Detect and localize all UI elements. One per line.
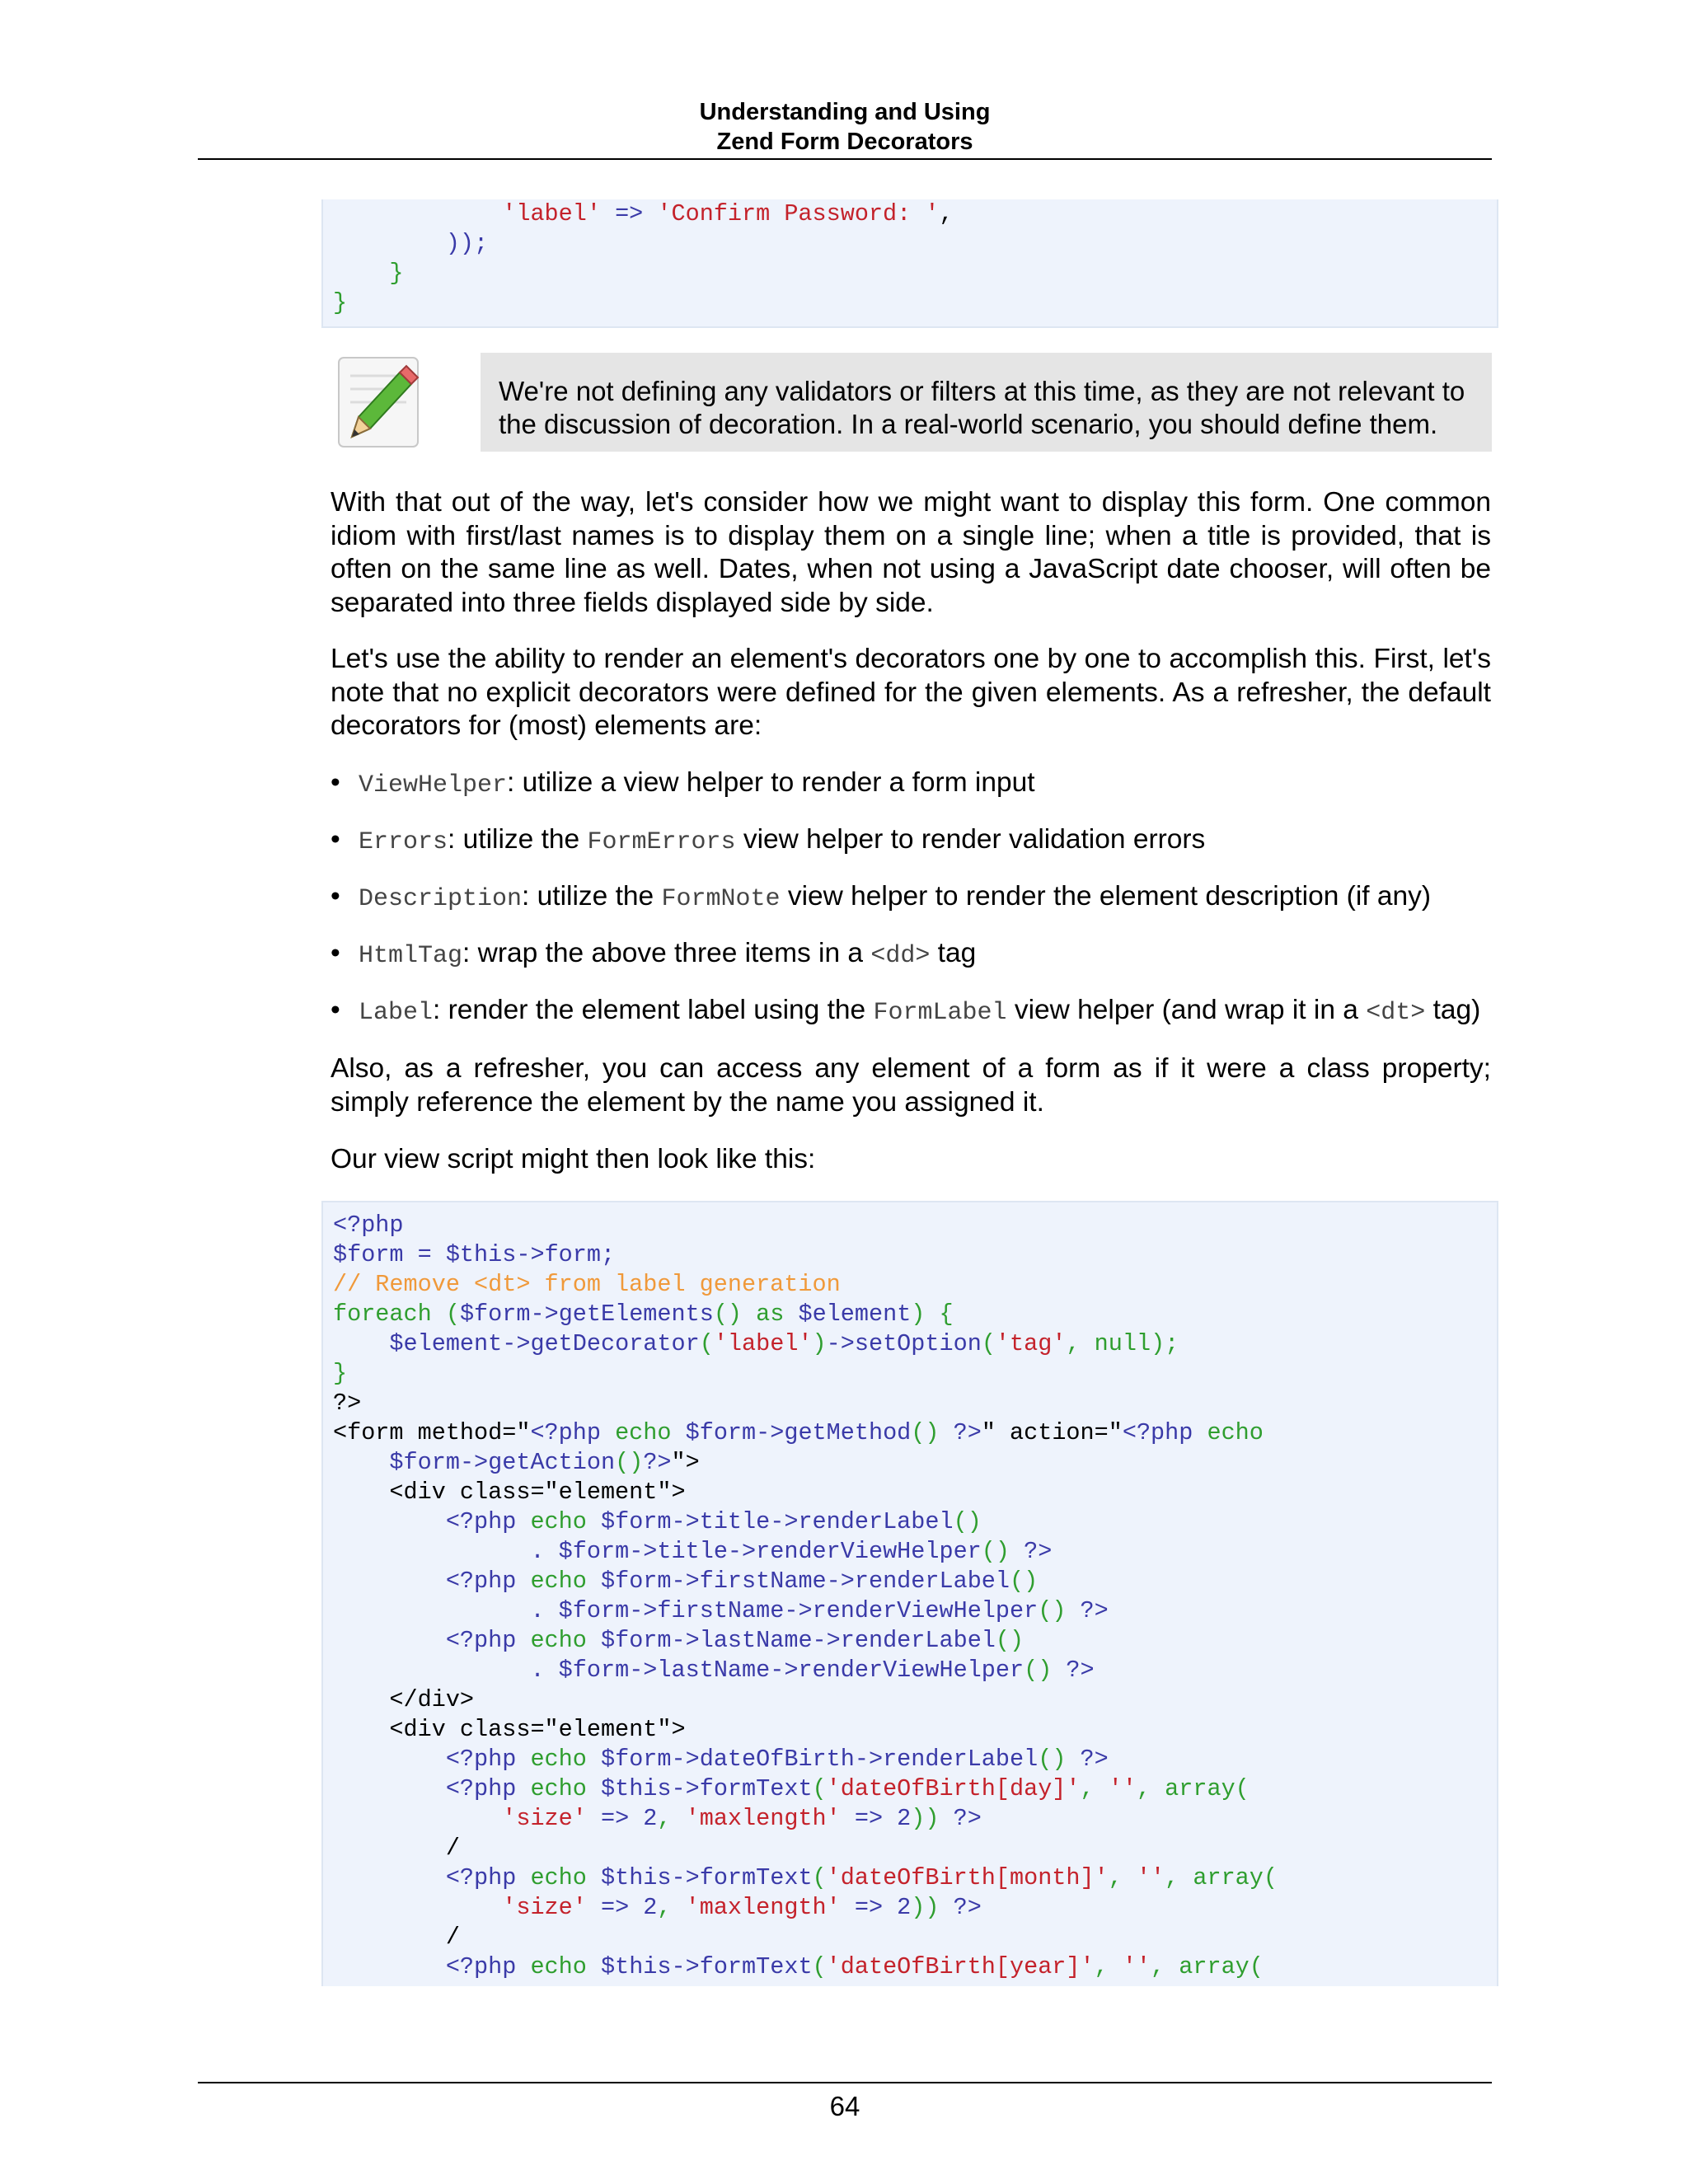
- note-box: [481, 353, 1492, 452]
- code-token: (: [812, 1864, 827, 1891]
- code-line: [323, 199, 1497, 229]
- code-token: ->: [629, 1597, 658, 1624]
- code-line: [323, 1596, 1497, 1626]
- code-token: [587, 1508, 601, 1535]
- code-token: (: [812, 1953, 827, 1980]
- code-token: [333, 1508, 446, 1535]
- code-line: [323, 1834, 1497, 1863]
- code-token: $form: [459, 1301, 531, 1328]
- code-line: [323, 1240, 1497, 1270]
- code-token: [333, 1597, 530, 1624]
- code-token: [516, 1568, 530, 1595]
- code-token: (): [995, 1627, 1025, 1654]
- decorator-name: ViewHelper: [359, 771, 508, 799]
- code-token: ->: [854, 1746, 884, 1773]
- code-line: [323, 1656, 1497, 1685]
- inline-code: FormErrors: [587, 828, 736, 856]
- code-token: $form: [600, 1568, 672, 1595]
- list-item: [331, 994, 1501, 1029]
- code-token: getMethod: [784, 1419, 912, 1446]
- code-line: [323, 229, 1497, 259]
- code-token: ->: [826, 1568, 855, 1595]
- code-token: =>: [840, 1894, 898, 1921]
- code-token: <form method=": [333, 1419, 531, 1446]
- code-token: echo: [530, 1864, 587, 1891]
- code-token: $this: [600, 1953, 672, 1980]
- code-token: =>: [615, 200, 644, 227]
- code-token: echo: [1207, 1419, 1264, 1446]
- code-token: ));: [445, 230, 489, 257]
- code-token: ?>: [953, 1419, 982, 1446]
- code-token: renderLabel: [883, 1746, 1039, 1773]
- code-token: 'dateOfBirth[day]': [826, 1775, 1081, 1802]
- code-token: [333, 200, 502, 227]
- code-token: ->: [629, 1657, 658, 1684]
- bullet-glyph: •: [331, 938, 340, 968]
- code-token: ): [812, 1330, 827, 1357]
- list-item-text: : render the element label using the: [433, 995, 874, 1025]
- code-token: ?>: [1024, 1538, 1053, 1565]
- code-line: [323, 1626, 1497, 1656]
- header-rule: [198, 158, 1492, 160]
- code-token: [516, 1508, 530, 1535]
- code-line: [323, 1952, 1497, 1982]
- page-header: [198, 97, 1492, 157]
- code-token: (): [953, 1508, 982, 1535]
- code-line: [323, 1300, 1497, 1329]
- code-token: ?>: [953, 1894, 982, 1921]
- code-token: ,: [1080, 1775, 1109, 1802]
- code-token: [333, 230, 446, 257]
- code-token: 'maxlength': [685, 1805, 841, 1832]
- code-token: $form: [685, 1419, 757, 1446]
- code-token: [587, 1568, 601, 1595]
- list-item-text: : utilize the: [522, 881, 662, 912]
- header-title-line2: Zend Form Decorators: [716, 129, 973, 155]
- code-token: (: [699, 1330, 714, 1357]
- code-token: ?>: [953, 1805, 982, 1832]
- code-token: (: [812, 1775, 827, 1802]
- code-token: ?>: [1066, 1657, 1095, 1684]
- code-token: .: [530, 1657, 559, 1684]
- code-token: ,: [939, 200, 954, 227]
- page-number: 64: [829, 2091, 860, 2121]
- code-token: 'tag': [995, 1330, 1067, 1357]
- code-token: [516, 1627, 530, 1654]
- code-token: ,: [1066, 1330, 1095, 1357]
- code-token: ->: [756, 1419, 785, 1446]
- code-token: $form: [558, 1538, 630, 1565]
- code-token: lastName: [657, 1657, 771, 1684]
- code-token: " action=": [981, 1419, 1123, 1446]
- code-token: (): [615, 1449, 644, 1476]
- code-token: '': [1122, 1953, 1151, 1980]
- code-token: ->: [502, 1330, 531, 1357]
- list-item-text: view helper (and wrap it in a: [1006, 995, 1367, 1025]
- code-token: ->: [671, 1508, 700, 1535]
- code-line: [323, 1893, 1497, 1923]
- code-token: [333, 1805, 502, 1832]
- code-token: renderViewHelper: [756, 1538, 982, 1565]
- code-token: [601, 200, 615, 227]
- code-token: }: [333, 289, 348, 316]
- code-token: [516, 1953, 530, 1980]
- code-token: =>: [840, 1805, 898, 1832]
- code-token: 'dateOfBirth[month]': [826, 1864, 1109, 1891]
- code-token: ,: [1094, 1953, 1123, 1980]
- code-token: $element: [798, 1301, 912, 1328]
- code-token: [333, 1894, 502, 1921]
- code-token: }: [333, 1360, 348, 1387]
- code-token: [587, 1627, 601, 1654]
- note: [334, 353, 1492, 453]
- code-token: <?php: [445, 1953, 517, 1980]
- code-token: $form: [600, 1746, 672, 1773]
- paragraph-2: Let's use the ability to render an element's decorators one by one to accomplish this. First, let's note that no explicit decorators were defined for the given elements. As a refresher, the default decorators for (most) elements are:: [331, 644, 1491, 741]
- code-token: [333, 1746, 446, 1773]
- code-token: $form: [333, 1241, 404, 1268]
- code-token: <div class="element">: [333, 1479, 686, 1506]
- code-token: array(: [1165, 1775, 1250, 1802]
- code-token: 'size': [502, 1894, 587, 1921]
- code-block-view-script: [321, 1201, 1498, 1986]
- code-token: ->: [516, 1241, 545, 1268]
- list-item-text: view helper to render the element description (if any): [780, 881, 1432, 912]
- code-token: renderLabel: [840, 1627, 996, 1654]
- code-token: echo: [530, 1627, 587, 1654]
- code-line: [323, 1418, 1497, 1448]
- code-token: /: [333, 1924, 460, 1951]
- code-token: <?php: [445, 1864, 517, 1891]
- code-token: <div class="element">: [333, 1716, 686, 1743]
- list-item: [331, 766, 1501, 802]
- code-line: [323, 1389, 1497, 1418]
- code-token: ->: [530, 1301, 559, 1328]
- code-token: echo: [530, 1568, 587, 1595]
- code-line: [323, 1329, 1497, 1359]
- code-line: [323, 1359, 1497, 1389]
- code-token: =: [403, 1241, 446, 1268]
- code-token: ,: [1108, 1864, 1137, 1891]
- code-line: [323, 1537, 1497, 1567]
- inline-code: FormNote: [661, 885, 781, 913]
- code-token: [516, 1775, 530, 1802]
- code-token: [333, 1568, 446, 1595]
- code-token: $element: [389, 1330, 503, 1357]
- code-token: ->: [671, 1953, 700, 1980]
- code-token: 'dateOfBirth[year]': [826, 1953, 1095, 1980]
- code-token: ->: [671, 1746, 700, 1773]
- code-token: [1193, 1419, 1207, 1446]
- code-token: <?php: [445, 1627, 517, 1654]
- code-token: =>: [586, 1805, 644, 1832]
- footer-rule: [198, 2082, 1492, 2083]
- code-token: formText: [699, 1775, 813, 1802]
- code-token: [333, 1627, 446, 1654]
- code-line: [323, 1507, 1497, 1537]
- code-token: 'label': [713, 1330, 813, 1357]
- code-token: [333, 1775, 446, 1802]
- code-token: (): [911, 1419, 954, 1446]
- code-token: array(: [1179, 1953, 1264, 1980]
- code-token: foreach: [333, 1301, 432, 1328]
- code-token: <?php: [1122, 1419, 1193, 1446]
- code-line: [323, 259, 1497, 288]
- code-token: formText: [699, 1864, 813, 1891]
- code-token: [672, 1419, 686, 1446]
- bullet-glyph: •: [331, 824, 340, 855]
- code-token: firstName: [657, 1597, 785, 1624]
- code-token: 'Confirm Password: ': [657, 200, 940, 227]
- code-block-top: [321, 199, 1498, 328]
- code-token: (): [1038, 1597, 1081, 1624]
- code-token: [333, 1330, 389, 1357]
- code-line: [323, 1804, 1497, 1834]
- code-token: <?php: [530, 1419, 601, 1446]
- code-token: echo: [530, 1775, 587, 1802]
- code-token: ->: [770, 1508, 799, 1535]
- code-token: (: [431, 1301, 460, 1328]
- code-token: ,: [1151, 1953, 1179, 1980]
- code-token: $form: [558, 1597, 630, 1624]
- code-token: [587, 1864, 601, 1891]
- code-token: ->: [826, 1330, 855, 1357]
- code-token: (): [1024, 1657, 1067, 1684]
- code-token: (): [713, 1301, 757, 1328]
- code-token: ?>: [1080, 1597, 1109, 1624]
- code-token: ) {: [911, 1301, 954, 1328]
- code-token: /: [333, 1835, 460, 1862]
- list-item: [331, 823, 1501, 859]
- code-line: [323, 1923, 1497, 1952]
- list-item: [331, 937, 1501, 972]
- pencil-note-icon: [334, 353, 424, 453]
- inline-code: FormLabel: [873, 999, 1007, 1027]
- code-token: .: [530, 1538, 559, 1565]
- list-item: [331, 880, 1501, 916]
- code-token: ">: [671, 1449, 700, 1476]
- code-token: }: [389, 260, 404, 287]
- code-token: echo: [530, 1953, 587, 1980]
- paragraph-4: Our view script might then look like this:: [331, 1144, 816, 1174]
- code-line: [323, 1478, 1497, 1507]
- list-item-text: : utilize the: [448, 824, 588, 855]
- code-token: getDecorator: [530, 1330, 700, 1357]
- code-line: [323, 1211, 1497, 1240]
- code-token: echo: [615, 1419, 672, 1446]
- code-token: getElements: [558, 1301, 714, 1328]
- code-token: );: [1151, 1330, 1179, 1357]
- code-token: renderViewHelper: [812, 1597, 1039, 1624]
- code-token: [333, 1657, 530, 1684]
- code-token: ->: [671, 1627, 700, 1654]
- code-token: lastName: [699, 1627, 813, 1654]
- code-line: [323, 1863, 1497, 1893]
- code-token: array(: [1193, 1864, 1278, 1891]
- code-token: '': [1108, 1775, 1137, 1802]
- code-token: setOption: [854, 1330, 982, 1357]
- code-token: ;: [600, 1241, 616, 1268]
- code-token: 2: [643, 1894, 658, 1921]
- code-token: title: [699, 1508, 771, 1535]
- list-item-text: : wrap the above three items in a: [462, 938, 871, 968]
- code-token: echo: [530, 1746, 587, 1773]
- code-token: [587, 1775, 601, 1802]
- code-line: [323, 1567, 1497, 1596]
- bullet-glyph: •: [331, 881, 340, 912]
- code-token: formText: [699, 1953, 813, 1980]
- code-token: form: [544, 1241, 601, 1268]
- inline-code: <dd>: [870, 942, 931, 970]
- code-token: echo: [530, 1508, 587, 1535]
- code-token: [516, 1864, 530, 1891]
- code-token: ->: [671, 1568, 700, 1595]
- code-token: $form: [558, 1657, 630, 1684]
- code-token: [333, 1864, 446, 1891]
- decorator-name: Description: [359, 885, 523, 913]
- code-token: .: [530, 1597, 559, 1624]
- code-token: [333, 1449, 389, 1476]
- code-token: [784, 1301, 798, 1328]
- header-title-line1: Understanding and Using: [699, 99, 991, 125]
- code-token: 2: [897, 1894, 912, 1921]
- code-token: ->: [671, 1864, 700, 1891]
- code-line: [323, 1270, 1497, 1300]
- code-token: =>: [586, 1894, 644, 1921]
- code-token: [587, 1746, 601, 1773]
- code-token: renderLabel: [854, 1568, 1010, 1595]
- code-token: 2: [643, 1805, 658, 1832]
- list-item-text: : utilize a view helper to render a form input: [507, 767, 1035, 798]
- code-token: ?>: [333, 1390, 362, 1417]
- code-token: $this: [445, 1241, 517, 1268]
- code-token: $form: [600, 1508, 672, 1535]
- code-token: ->: [770, 1657, 799, 1684]
- inline-code: <dt>: [1366, 999, 1426, 1027]
- code-token: ?>: [1080, 1746, 1109, 1773]
- note-text: We're not defining any validators or filters at this time, as they are not relevant to the discussion of decoration. In a real-world scenario, you should define them.: [499, 376, 1465, 439]
- code-token: 'size': [502, 1805, 587, 1832]
- code-token: as: [756, 1301, 785, 1328]
- code-token: <?php: [445, 1746, 517, 1773]
- code-token: [333, 1953, 446, 1980]
- code-token: <?php: [445, 1775, 517, 1802]
- list-item-text: tag): [1425, 995, 1481, 1025]
- decorator-name: Errors: [359, 828, 448, 856]
- code-token: </div>: [333, 1686, 475, 1713]
- code-token: ,: [1136, 1775, 1165, 1802]
- code-token: [333, 1538, 530, 1565]
- code-token: <?php: [445, 1568, 517, 1595]
- code-token: '': [1136, 1864, 1165, 1891]
- code-token: renderViewHelper: [798, 1657, 1025, 1684]
- code-token: ->: [727, 1538, 757, 1565]
- code-token: dateOfBirth: [699, 1746, 855, 1773]
- code-token: $form: [600, 1627, 672, 1654]
- code-token: <?php: [445, 1508, 517, 1535]
- code-token: firstName: [699, 1568, 827, 1595]
- code-token: [587, 1953, 601, 1980]
- code-line: [323, 1745, 1497, 1774]
- decorator-name: HtmlTag: [359, 942, 463, 970]
- code-token: 'label': [502, 200, 601, 227]
- code-line: [323, 1448, 1497, 1478]
- code-token: <?php: [333, 1212, 404, 1239]
- code-token: $this: [600, 1864, 672, 1891]
- code-token: 'maxlength': [685, 1894, 841, 1921]
- code-token: 2: [897, 1805, 912, 1832]
- code-token: ,: [1165, 1864, 1193, 1891]
- code-token: getAction: [488, 1449, 616, 1476]
- code-token: ->: [629, 1538, 658, 1565]
- code-token: (): [1010, 1568, 1039, 1595]
- bullet-glyph: •: [331, 995, 340, 1025]
- code-token: )): [911, 1894, 954, 1921]
- code-token: [333, 260, 389, 287]
- code-token: ,: [657, 1805, 686, 1832]
- code-token: $this: [600, 1775, 672, 1802]
- code-token: null: [1094, 1330, 1151, 1357]
- code-token: ->: [784, 1597, 813, 1624]
- code-token: renderLabel: [798, 1508, 954, 1535]
- code-token: (: [981, 1330, 996, 1357]
- code-line: [323, 1685, 1497, 1715]
- code-token: [643, 200, 657, 227]
- decorator-name: Label: [359, 999, 434, 1027]
- code-token: (): [1038, 1746, 1081, 1773]
- code-line: [323, 288, 1497, 318]
- code-token: (): [981, 1538, 1025, 1565]
- code-line: [323, 1715, 1497, 1745]
- code-line: [323, 1774, 1497, 1804]
- code-token: [516, 1746, 530, 1773]
- code-token: ->: [812, 1627, 841, 1654]
- code-token: $form: [389, 1449, 460, 1476]
- code-token: )): [911, 1805, 954, 1832]
- bullet-glyph: •: [331, 767, 340, 798]
- code-token: ->: [671, 1775, 700, 1802]
- code-token: title: [657, 1538, 728, 1565]
- list-item-text: tag: [930, 938, 977, 968]
- code-token: ->: [459, 1449, 489, 1476]
- code-token: ,: [657, 1894, 686, 1921]
- paragraph-3: Also, as a refresher, you can access any element of a form as if it were a class property; simply reference the element by the name you assigned it.: [331, 1053, 1491, 1118]
- list-item-text: view helper to render validation errors: [735, 824, 1206, 855]
- code-token: // Remove <dt> from label generation: [333, 1271, 841, 1298]
- code-token: [601, 1419, 615, 1446]
- code-token: ?>: [643, 1449, 672, 1476]
- paragraph-1: With that out of the way, let's consider how we might want to display this form. One common idiom with first/last names is to display them on a single line; when a title is provided, that is often on the same line as well. Dates, when not using a JavaScript date chooser, will often be separated into three fields displayed side by side.: [331, 487, 1491, 618]
